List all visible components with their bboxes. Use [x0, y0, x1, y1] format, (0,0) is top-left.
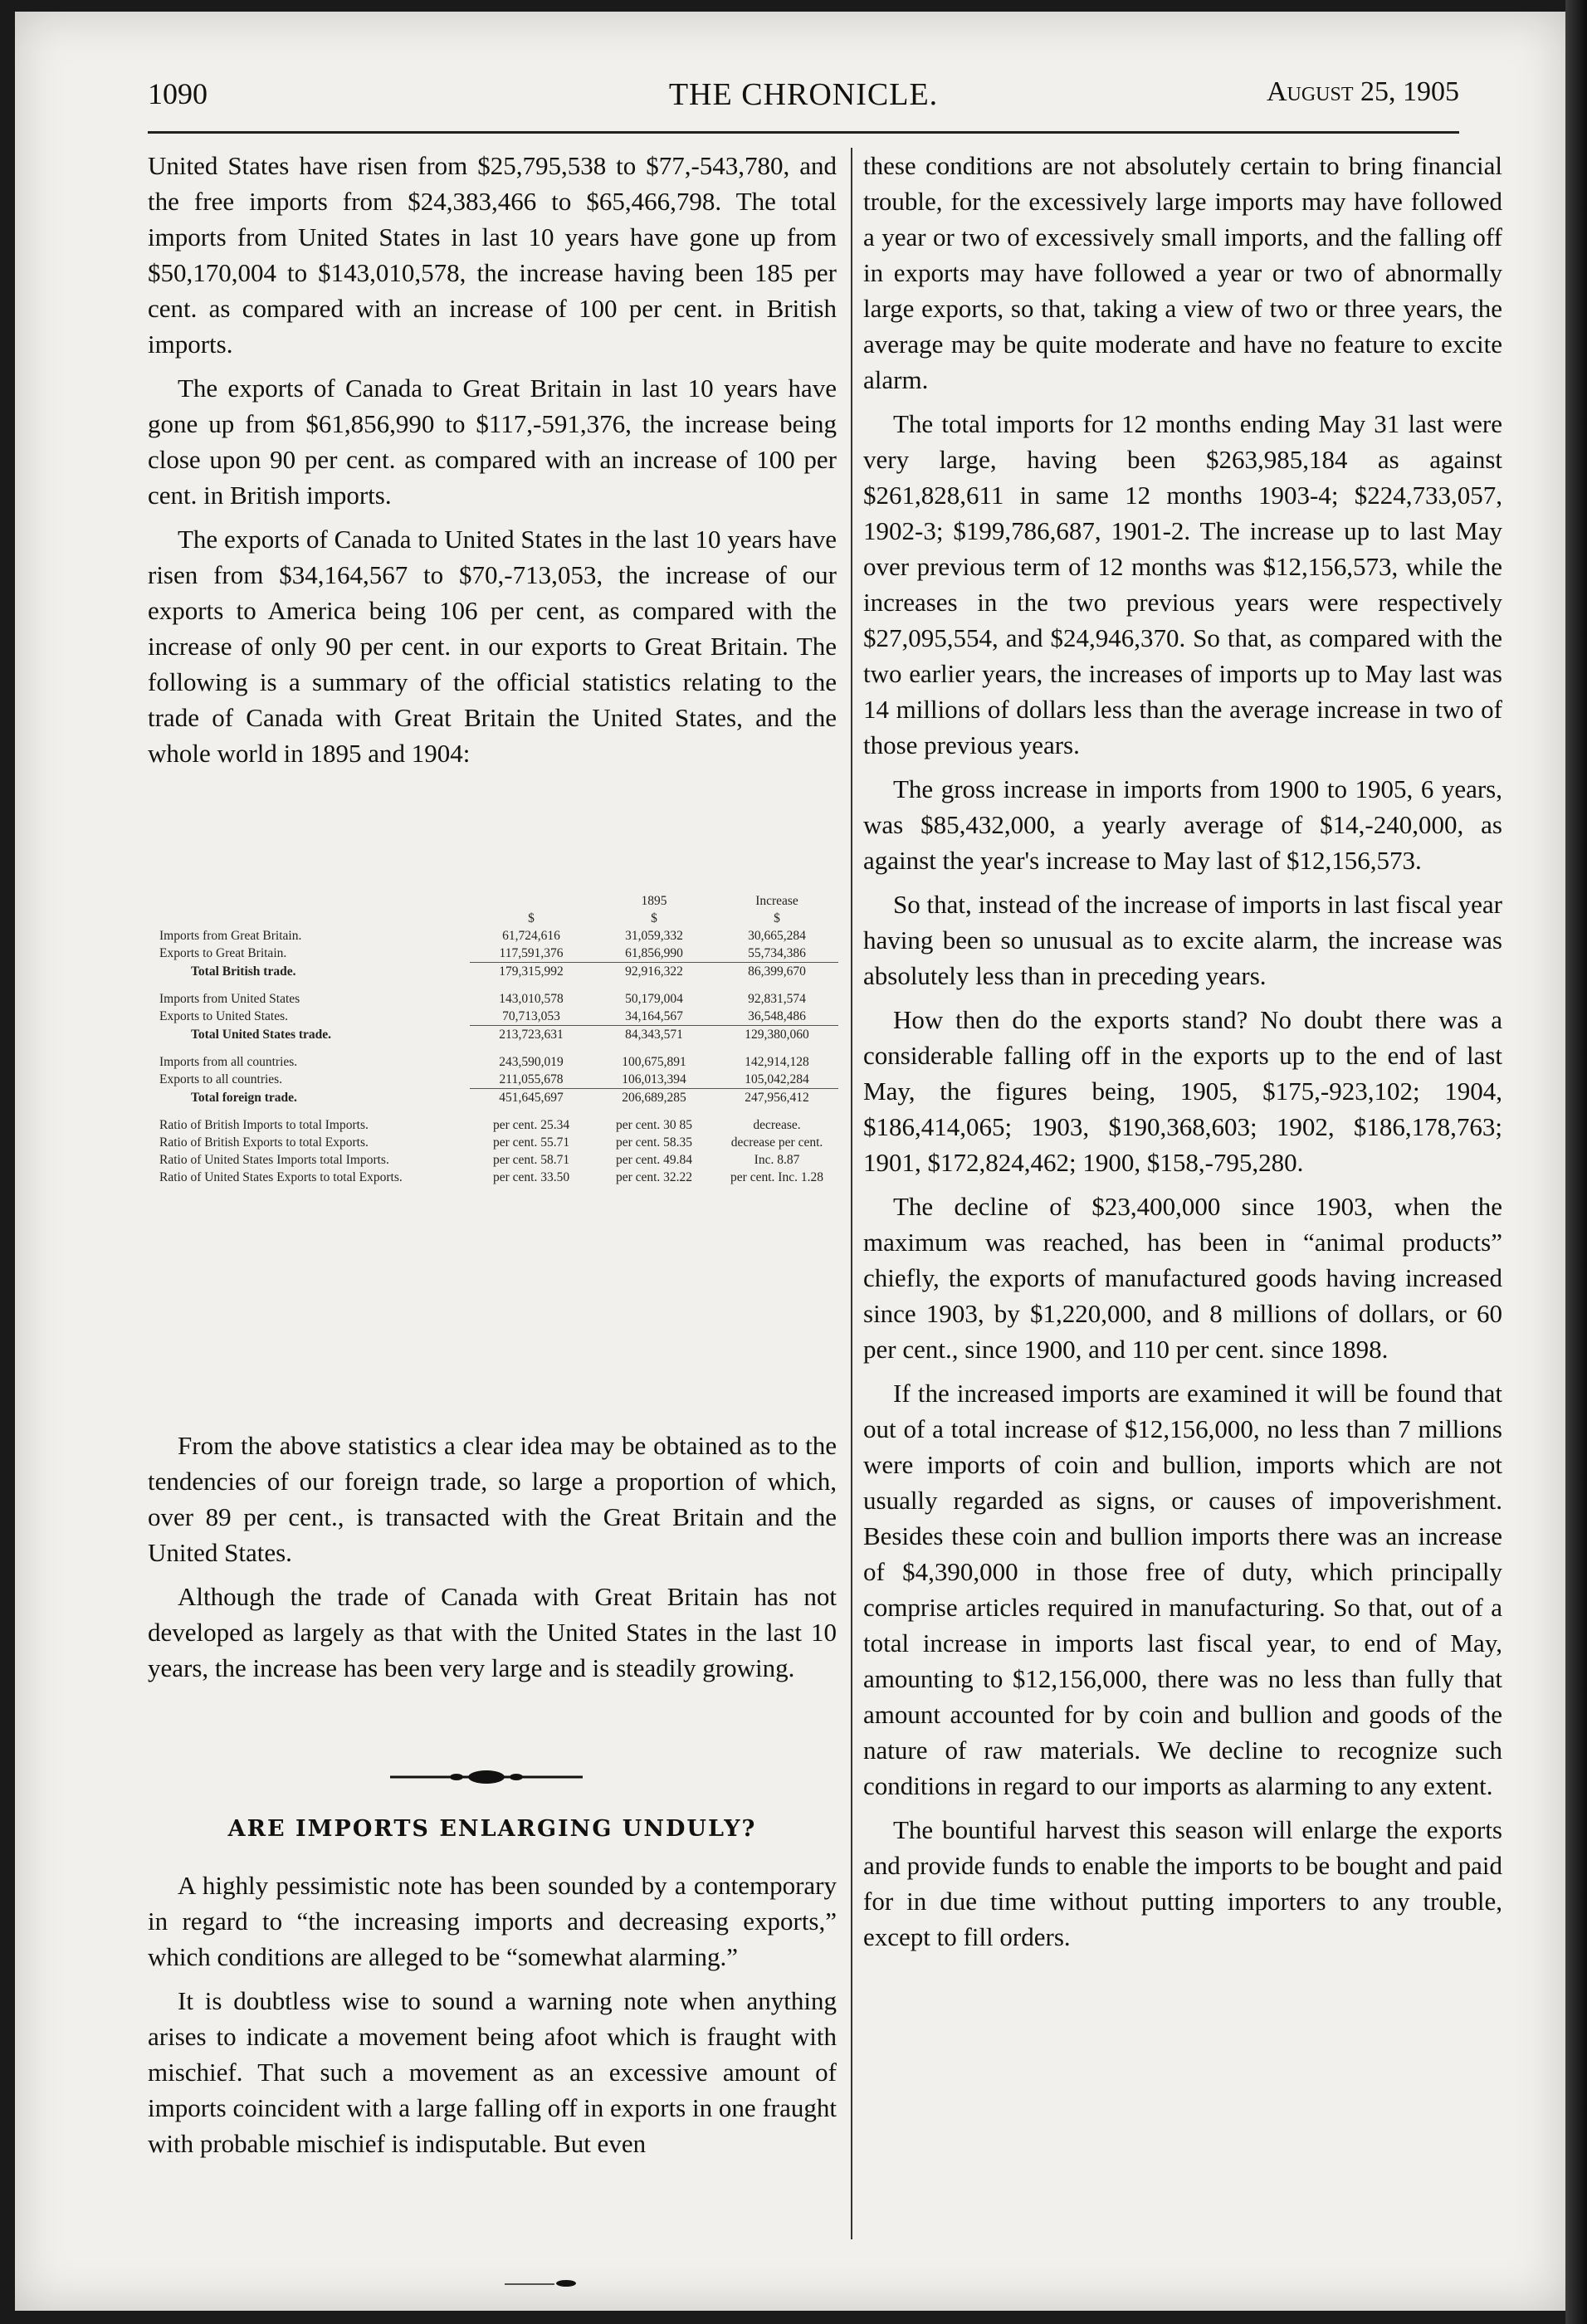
paragraph: The total imports for 12 months ending May 31 last were very large, having been $263,985,184 as against $261,828,611 in same 12 months 1903-4; $224,733,057, 1902-3; $199,786,687, 1901-2. The increase up to last May over previous term of 12 months was $12,156,573, while the increases in the two previous years were respectively $27,095,554, and $24,946,370. So that, as compared with the two earlier years, the increases of imports up to May last was 14 millions of dollars less than the average increase in two of those previous years. [863, 409, 1502, 759]
paragraph: So that, instead of the increase of imports in last fiscal year having been so unusual as to excite alarm, the increase was absolutely less than in preceding years. [863, 890, 1502, 990]
paragraph: The gross increase in imports from 1900 to 1905, 6 years, was $85,432,000, a yearly average of $14,-240,000, as against the year's increase to May last of $12,156,573. [863, 774, 1502, 875]
cell-1904: 243,590,019 [499, 1055, 564, 1069]
row-spacer [158, 1043, 838, 1053]
book-spine-shadow [1565, 0, 1587, 2324]
cell-1904: per cent. 33.50 [492, 1170, 570, 1184]
cell-1904: 70,713,053 [502, 1009, 560, 1023]
cell-increase: Inc. 8.87 [754, 1153, 800, 1167]
table-row [158, 1134, 838, 1151]
cell-increase: 105,042,284 [745, 1072, 809, 1086]
trade-statistics-table [158, 892, 838, 1186]
paragraph: If the increased imports are examined it will be found that out of a total increase of $12,156,000, no less than 7 millions were imports of coin and bullion, imports which are not usually regarded as signs, or causes of impoverishment. Besides these coin and bullion imports there was an increase of $4,390,000 in those free of duty, which principally comprise articles required in manufacturing. So that, out of a total increase in imports last fiscal year, to end of May, amounting to $12,156,000, there was no less than fully that amount accounted for by coin and bullion and goods of the nature of raw materials. We decline to recognize such conditions in regard to our imports as alarming to any extent. [863, 1379, 1502, 1800]
column-header [470, 892, 593, 910]
row-label: Exports to United States. [159, 1009, 288, 1023]
row-label: Ratio of British Exports to total Exports. [159, 1135, 369, 1150]
table-row [158, 1008, 838, 1026]
paragraph: United States have risen from $25,795,538 to $77,-543,780, and the free imports from $24,383,466 to $65,466,798. The total imports from United States in last 10 years have gone up from $50,170,004 to $143,010,578, the increase having been 185 per cent. as compared with an increase of 100 per cent. in British imports. [148, 151, 837, 359]
table-row [158, 1053, 838, 1071]
cell-1904: 213,723,631 [470, 1026, 593, 1044]
cell-1895: 100,675,891 [622, 1055, 686, 1069]
publication-title: THE CHRONICLE. [668, 77, 939, 112]
paragraph: It is doubtless wise to sound a warning note when anything arises to indicate a movement being afoot which is fraught with mischief. That such a movement as an excessive amount of imports coincident with a large falling off in exports in one fraught with probable mischief is indisputable. But even [148, 1986, 837, 2158]
cell-1895: per cent. 58.35 [615, 1135, 693, 1150]
right-column [863, 148, 1502, 1963]
unit-header: $ [528, 911, 535, 925]
cell-1904: 179,315,992 [470, 963, 593, 981]
printer-mark [505, 2279, 579, 2287]
table-row [158, 963, 838, 981]
row-spacer [158, 1106, 838, 1116]
cell-1904: 211,055,678 [499, 1072, 564, 1086]
page-header [148, 76, 1459, 126]
column-header: Increase [755, 894, 798, 908]
cell-1895: per cent. 32.22 [615, 1170, 693, 1184]
cell-1895: 34,164,567 [625, 1009, 683, 1023]
cell-1895: 31,059,332 [625, 929, 683, 943]
cell-increase: 55,734,386 [748, 946, 806, 960]
cell-1904: 143,010,578 [499, 992, 564, 1006]
unit-header: $ [774, 911, 780, 925]
unit-header: $ [651, 911, 657, 925]
cell-increase: decrease. [753, 1118, 801, 1132]
column-header: 1895 [641, 894, 667, 908]
row-spacer [158, 980, 838, 990]
column-divider [851, 148, 852, 2239]
cell-increase: decrease per cent. [730, 1135, 823, 1150]
table-body [158, 927, 838, 1186]
cell-1904: per cent. 25.34 [492, 1118, 570, 1132]
row-label: Imports from Great Britain. [159, 929, 302, 943]
row-label: Total foreign trade. [191, 1090, 297, 1105]
table-row [158, 1151, 838, 1169]
ornament-divider [387, 1768, 586, 1786]
header-rule [148, 131, 1459, 134]
row-label: Imports from all countries. [159, 1055, 298, 1069]
row-label: Ratio of United States Imports total Imports. [159, 1153, 389, 1167]
cell-1895: per cent. 49.84 [615, 1153, 693, 1167]
cell-1904: 451,645,697 [470, 1089, 593, 1107]
table-row [158, 1116, 838, 1134]
cell-1895: 92,916,322 [593, 963, 715, 981]
cell-increase: 30,665,284 [748, 929, 806, 943]
row-label: Ratio of United States Exports to total Exports. [159, 1170, 403, 1184]
row-label: Exports to Great Britain. [159, 946, 287, 960]
row-label: Total United States trade. [191, 1027, 332, 1042]
table-row [158, 1089, 838, 1107]
paragraph: Although the trade of Canada with Great Britain has not developed as largely as that with the United States in the last 10 years, the increase has been very large and is steadily growing. [148, 1582, 837, 1682]
cell-1895: 61,856,990 [625, 946, 683, 960]
cell-1904: per cent. 55.71 [492, 1135, 570, 1150]
paragraph: The exports of Canada to Great Britain in last 10 years have gone up from $61,856,990 to $117,-591,376, the increase being close upon 90 per cent. as compared with an increase of 100 per cent. in British imports. [148, 374, 837, 510]
cell-increase: 86,399,670 [715, 963, 838, 981]
paragraph: The decline of $23,400,000 since 1903, when the maximum was reached, has been in “animal products” chiefly, the exports of manufactured goods having increased since 1903, by $1,220,000, and 8 millions of dollars, or 60 per cent., since 1900, and 110 per cent. since 1898. [863, 1192, 1502, 1364]
page-number: 1090 [148, 77, 208, 110]
cell-1895: 206,689,285 [593, 1089, 715, 1107]
table-row [158, 945, 838, 963]
issue-date: August 25, 1905 [1266, 76, 1459, 107]
paragraph: From the above statistics a clear idea may be obtained as to the tendencies of our foreign trade, so large a proportion of which, over 89 per cent., is transacted with the Great Britain and the United States. [148, 1431, 837, 1567]
paragraph: How then do the exports stand? No doubt there was a considerable falling off in the exports up to the end of last May, the figures being, 1905, $175,-923,102; 1904, $186,414,065; 1903, $190,368,603; 1902, $186,178,763; 1901, $172,824,462; 1900, $158,-795,280. [863, 1005, 1502, 1177]
row-label: Total British trade. [191, 964, 296, 979]
cell-increase: 92,831,574 [748, 992, 806, 1006]
row-label: Exports to all countries. [159, 1072, 283, 1086]
cell-1904: 117,591,376 [499, 946, 564, 960]
table-row [158, 927, 838, 945]
cell-1904: 61,724,616 [502, 929, 560, 943]
paragraph: The exports of Canada to United States in the last 10 years have risen from $34,164,567 to $70,-713,053, the increase of our exports to America being 106 per cent, as compared with the increase of only 90 per cent. in our exports to Great Britain. The following is a summary of the official statistics relating to the trade of Canada with Great Britain the United States, and the whole world in 1895 and 1904: [148, 525, 837, 768]
cell-increase: per cent. Inc. 1.28 [730, 1170, 823, 1184]
paragraph: A highly pessimistic note has been sounded by a contemporary in regard to “the increasing imports and decreasing exports,” which conditions are alleged to be “somewhat alarming.” [148, 1871, 837, 1971]
cell-increase: 36,548,486 [748, 1009, 806, 1023]
cell-increase: 142,914,128 [745, 1055, 809, 1069]
row-label: Imports from United States [159, 992, 300, 1006]
table-row [158, 990, 838, 1008]
row-label: Ratio of British Imports to total Imports. [159, 1118, 369, 1132]
cell-1895: 84,343,571 [593, 1026, 715, 1044]
paragraph: these conditions are not absolutely certain to bring financial trouble, for the excessively large imports may have followed a year or two of excessively small imports, and the falling off in exports may have followed a year or two of abnormally large exports, so that, taking a view of two or three years, the average may be quite moderate and have no feature to excite alarm. [863, 151, 1502, 394]
section-heading: ARE IMPORTS ENLARGING UNDULY? [227, 1816, 757, 1842]
cell-1904: per cent. 58.71 [492, 1153, 570, 1167]
left-column-continued [148, 1428, 837, 1694]
left-column [148, 148, 837, 779]
cell-1895: 50,179,004 [625, 992, 683, 1006]
table-row [158, 1071, 838, 1089]
cell-1895: 106,013,394 [622, 1072, 686, 1086]
table-row [158, 1169, 838, 1186]
left-column-article [148, 1868, 837, 2170]
cell-increase: 247,956,412 [715, 1089, 838, 1107]
table-row [158, 1026, 838, 1044]
cell-increase: 129,380,060 [715, 1026, 838, 1044]
cell-1895: per cent. 30 85 [615, 1118, 693, 1132]
paragraph: The bountiful harvest this season will enlarge the exports and provide funds to enable the imports to be bought and paid for in due time without putting importers to any trouble, except to fill orders. [863, 1815, 1502, 1951]
